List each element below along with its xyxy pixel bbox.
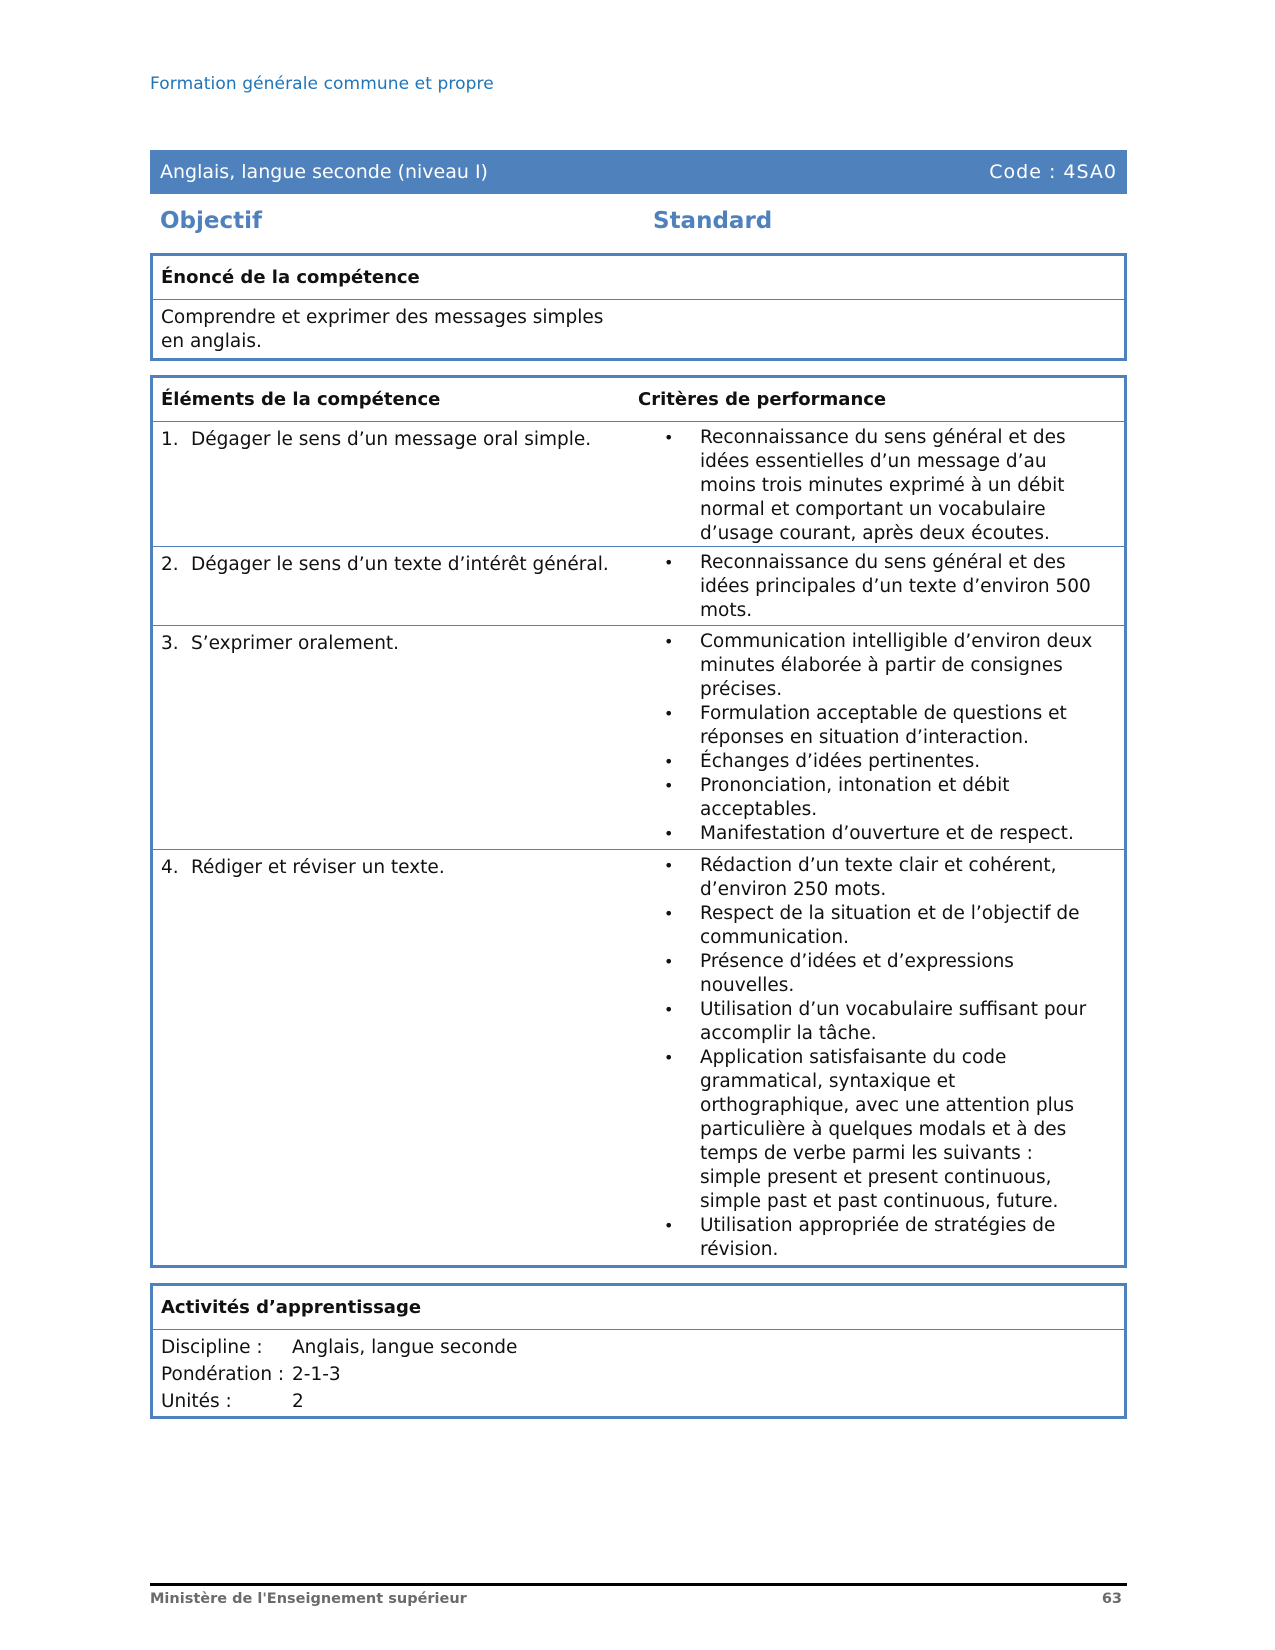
table-row: [153, 422, 1124, 547]
running-header: Formation générale commune et propre: [150, 74, 494, 94]
unites-row: [161, 1388, 1116, 1415]
enonce-box: [150, 253, 1127, 361]
criteria-item: • Prononciation, intonation et débit acceptables.: [628, 774, 1124, 822]
bullet-icon: •: [664, 776, 674, 795]
criteria-item: • Communication intelligible d’environ deux minutes élaborée à partir de consignes précises.: [628, 630, 1124, 702]
elements-heading: Éléments de la compétence: [161, 389, 441, 410]
criteria-item: • Échanges d’idées pertinentes.: [628, 750, 1124, 774]
criteria-cell: [628, 422, 1124, 546]
bullet-icon: •: [664, 752, 674, 771]
element-number: 3.: [161, 633, 179, 654]
course-title-bar: [150, 150, 1127, 194]
table-row: [153, 850, 1124, 1265]
element-cell: [153, 850, 628, 1265]
objectif-label: Objectif: [160, 208, 263, 234]
standard-label: Standard: [653, 208, 773, 234]
criteria-item: • Utilisation d’un vocabulaire suffisant pour accomplir la tâche.: [628, 998, 1124, 1046]
criteria-item: • Présence d’idées et d’expressions nouvelles.: [628, 950, 1124, 998]
discipline-label: Discipline :: [161, 1337, 263, 1358]
unites-value: 2: [292, 1391, 304, 1412]
element-text: Rédiger et réviser un texte.: [191, 857, 445, 878]
criteria-item: • Utilisation appropriée de stratégies de révision.: [628, 1214, 1124, 1262]
discipline-value: Anglais, langue seconde: [292, 1337, 518, 1358]
unites-label: Unités :: [161, 1391, 232, 1412]
element-cell: [153, 422, 628, 546]
criteria-item: • Reconnaissance du sens général et des idées essentielles d’un message d’au moins trois minutes exprimé à un débit normal et comportant un vocabulaire d’usage courant, après deux écoutes.: [628, 426, 1124, 546]
bullet-icon: •: [664, 856, 674, 875]
bullet-icon: •: [664, 553, 674, 572]
bullet-icon: •: [664, 952, 674, 971]
bullet-icon: •: [664, 632, 674, 651]
criteria-item: • Application satisfaisante du code grammatical, syntaxique et orthographique, avec une attention plus particulière à quelques modals et à des temps de verbe parmi les suivants : simple present et present continuous, simple past et past continuous, future.: [628, 1046, 1124, 1214]
bullet-icon: •: [664, 824, 674, 843]
enonce-text: Comprendre et exprimer des messages simples en anglais.: [161, 307, 604, 352]
element-number: 2.: [161, 554, 179, 575]
bullet-icon: •: [664, 1216, 674, 1235]
course-code: Code : 4SA0: [989, 161, 1117, 183]
element-text: Dégager le sens d’un message oral simple.: [191, 429, 592, 450]
bullet-icon: •: [664, 904, 674, 923]
ponderation-label: Pondération :: [161, 1364, 285, 1385]
criteria-item: • Formulation acceptable de questions et réponses en situation d’interaction.: [628, 702, 1124, 750]
footer-divider: [150, 1583, 1127, 1586]
element-cell: [153, 626, 628, 849]
course-title: Anglais, langue seconde (niveau I): [160, 161, 488, 183]
element-cell: [153, 547, 628, 625]
criteria-cell: [628, 850, 1124, 1265]
table-row: [153, 626, 1124, 850]
element-text: S’exprimer oralement.: [191, 633, 400, 654]
activites-heading: Activités d’apprentissage: [153, 1286, 1124, 1330]
ponderation-row: [161, 1361, 1116, 1388]
elements-table: [150, 375, 1127, 1268]
activites-body: [153, 1330, 1124, 1419]
elements-table-header: [153, 378, 1124, 422]
objective-standard-row: [160, 208, 1120, 240]
criteria-heading: Critères de performance: [638, 389, 887, 410]
bullet-icon: •: [664, 704, 674, 723]
table-row: [153, 547, 1124, 626]
criteria-item: • Manifestation d’ouverture et de respect.: [628, 822, 1124, 846]
element-number: 4.: [161, 857, 179, 878]
activites-box: [150, 1283, 1127, 1419]
criteria-item: • Rédaction d’un texte clair et cohérent, d’environ 250 mots.: [628, 854, 1124, 902]
criteria-cell: [628, 547, 1124, 625]
element-number: 1.: [161, 429, 179, 450]
bullet-icon: •: [664, 428, 674, 447]
page-number: 63: [1101, 1591, 1122, 1607]
bullet-icon: •: [664, 1000, 674, 1019]
enonce-heading: Énoncé de la compétence: [153, 256, 1124, 300]
discipline-row: [161, 1334, 1116, 1361]
criteria-item: • Reconnaissance du sens général et des idées principales d’un texte d’environ 500 mots.: [628, 551, 1124, 623]
criteria-item: • Respect de la situation et de l’objectif de communication.: [628, 902, 1124, 950]
criteria-cell: [628, 626, 1124, 849]
footer-ministry: Ministère de l'Enseignement supérieur: [150, 1591, 467, 1607]
element-text: Dégager le sens d’un texte d’intérêt général.: [191, 554, 609, 575]
ponderation-value: 2-1-3: [292, 1364, 341, 1385]
bullet-icon: •: [664, 1048, 674, 1067]
